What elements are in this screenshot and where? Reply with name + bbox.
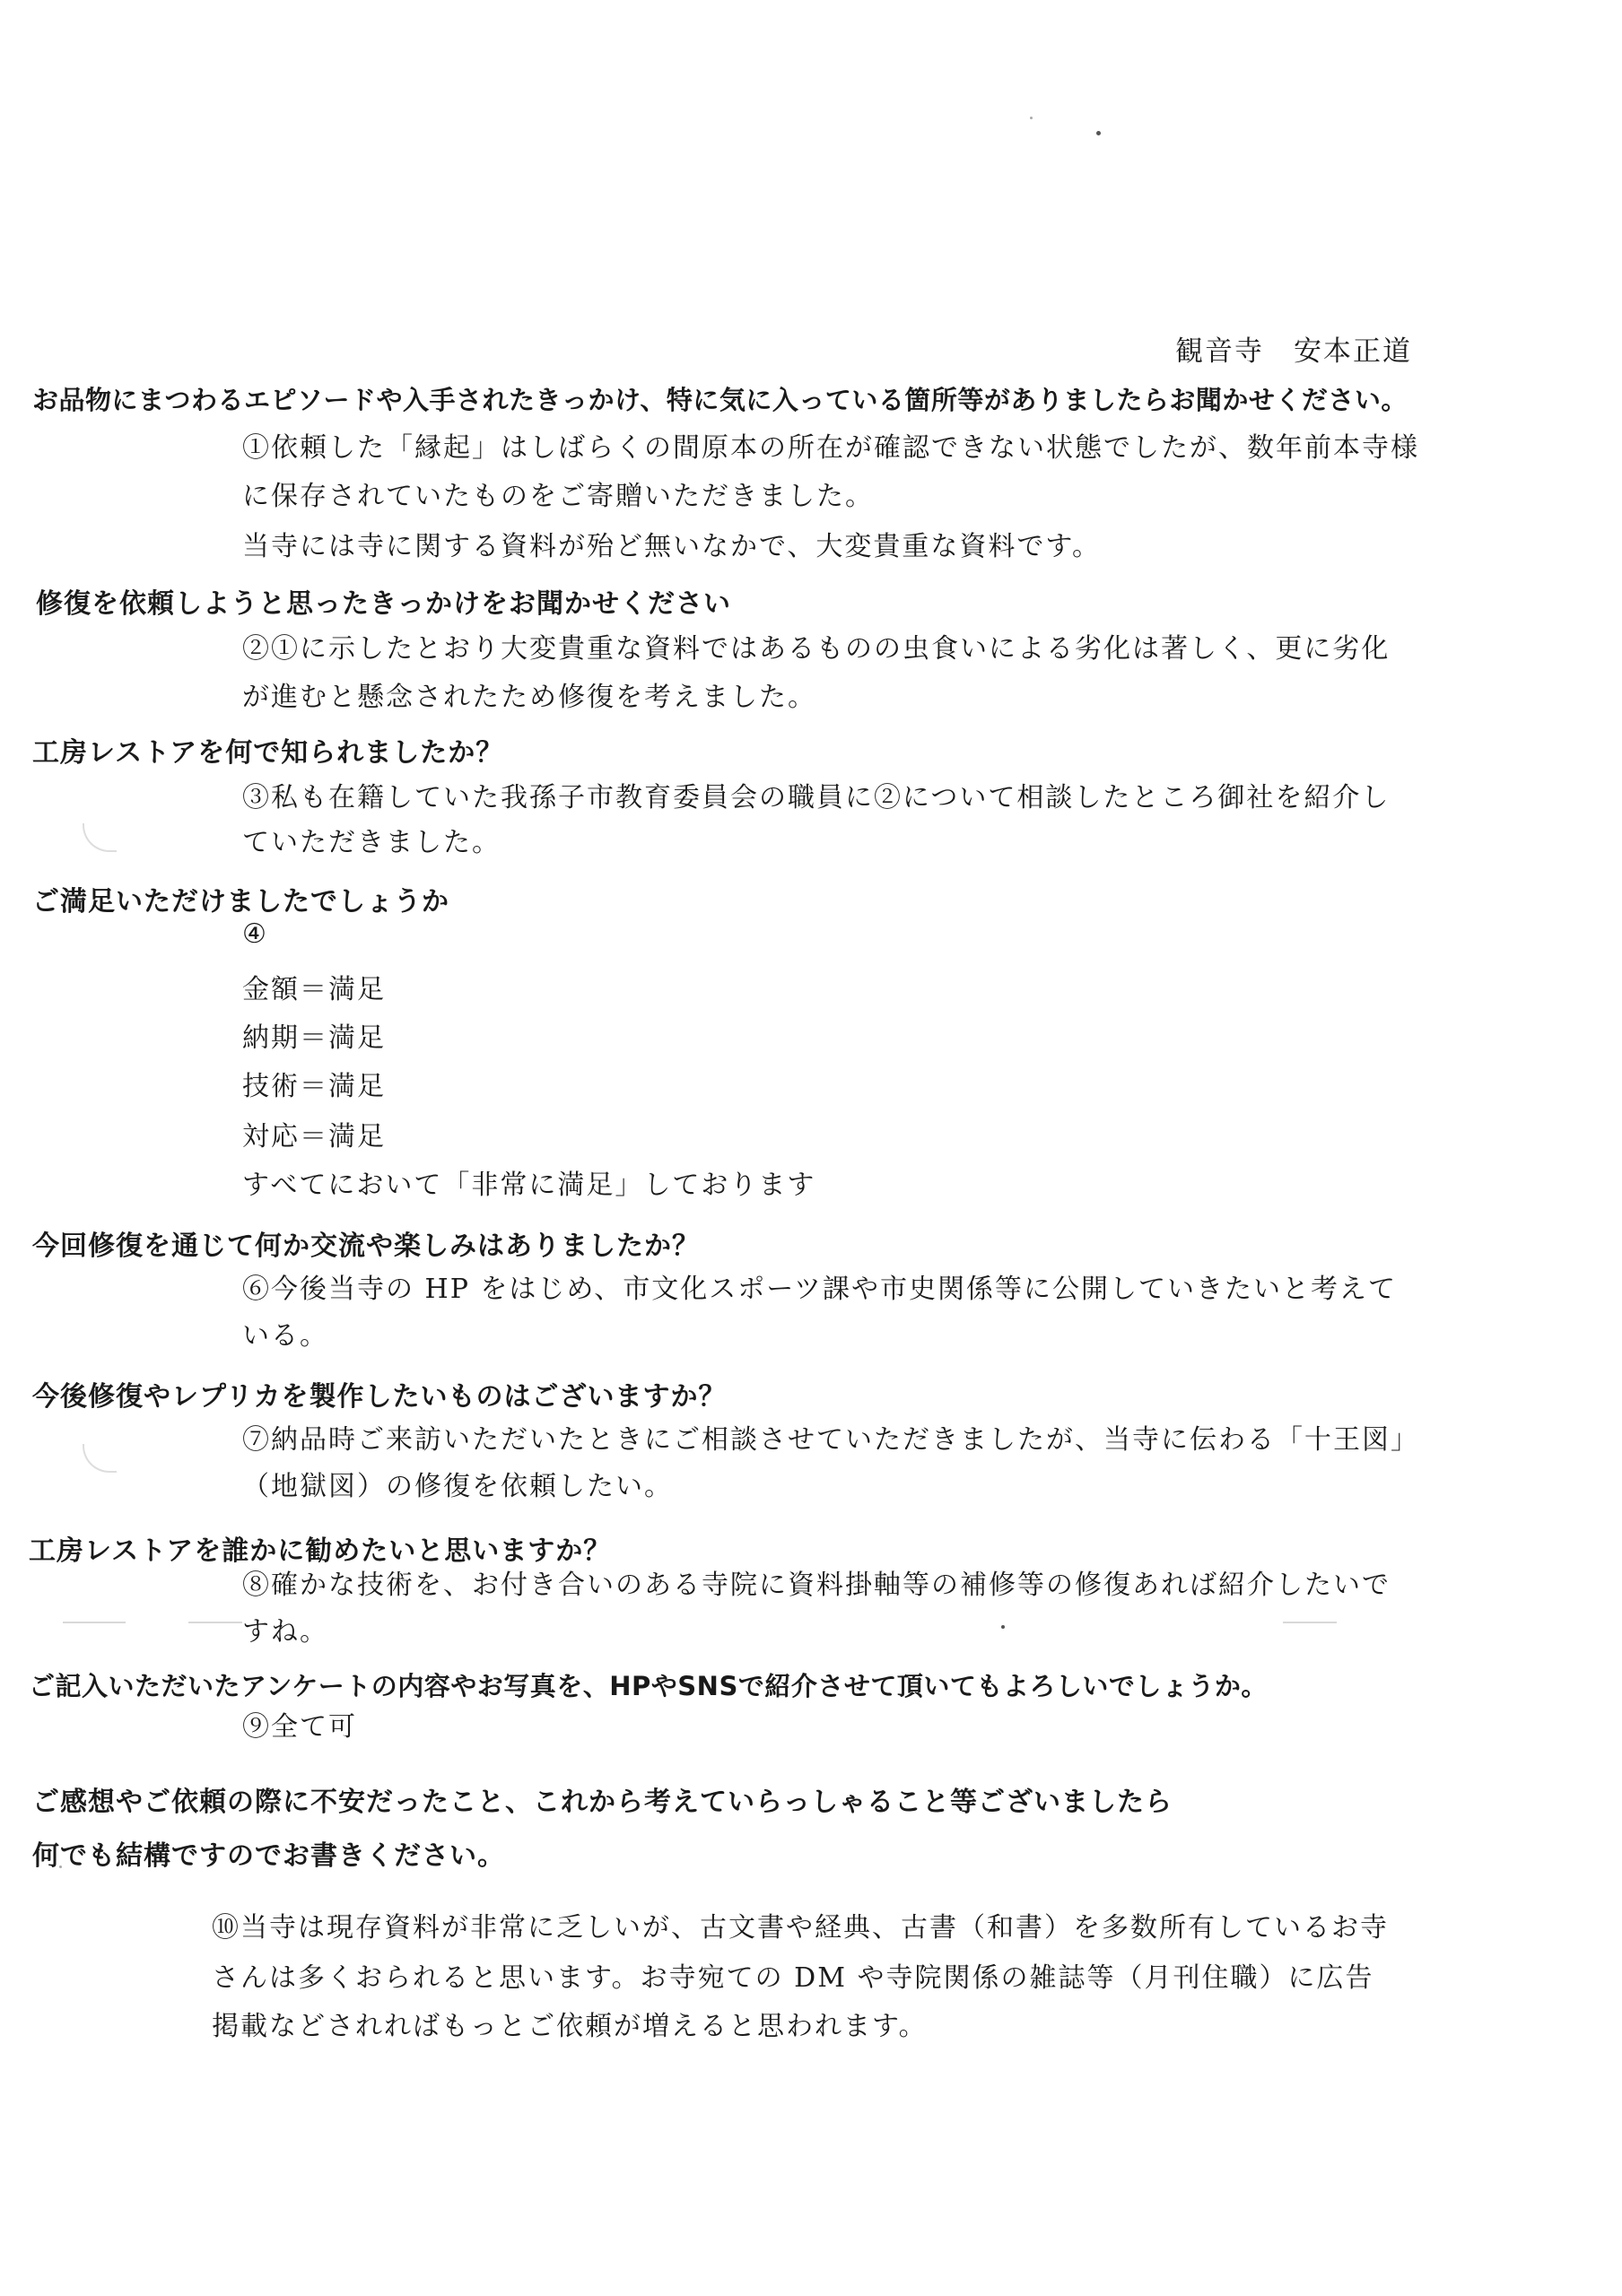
answer-4-number: ④ (242, 918, 268, 950)
answer-10-line-2: さんは多くおられると思います。お寺宛ての DM や寺院関係の雑誌等（月刊住職）に広告 (212, 1962, 1374, 1994)
scan-speck (1001, 1625, 1005, 1629)
answer-4-delivery: 納期＝満足 (242, 1022, 386, 1054)
answer-7-line-1: ⑦納品時ご来訪いただいたときにご相談させていただきましたが、当寺に伝わる「十王図」 (242, 1424, 1419, 1456)
answer-4-service: 対応＝満足 (242, 1121, 386, 1152)
answer-1-line-1: ①依頼した「縁起」はしばらくの間原本の所在が確認できない状態でしたが、数年前本寺様 (242, 432, 1419, 464)
answer-9: ⑨全て可 (242, 1711, 357, 1743)
author-name: 観音寺 安本正道 (1175, 335, 1412, 368)
answer-3-line-2: ていただきました。 (242, 827, 501, 858)
answer-1-line-3: 当寺には寺に関する資料が殆ど無いなかで、大変貴重な資料です。 (242, 531, 1101, 562)
answer-4-summary: すべてにおいて「非常に満足」しております (242, 1170, 816, 1201)
question-publish-permission: ご記入いただいたアンケートの内容やお写真を、HPやSNSで紹介させて頂いてもよろしいでしょうか。 (29, 1671, 1268, 1701)
answer-4-price: 金額＝満足 (242, 974, 386, 1005)
answer-2-line-2: が進むと懸念されたため修復を考えました。 (242, 682, 816, 713)
answer-1-line-2: に保存されていたものをご寄贈いただきました。 (242, 481, 874, 512)
answer-10-line-3: 掲載などされればもっとご依頼が増えると思われます。 (212, 2011, 928, 2042)
answer-3-line-1: ③私も在籍していた我孫子市教育委員会の職員に②について相談したところ御社を紹介し (242, 782, 1391, 813)
answer-2-line-1: ②①に示したとおり大変貴重な資料ではあるものの虫食いによる劣化は著しく、更に劣化 (242, 633, 1391, 665)
answer-7-line-2: （地獄図）の修復を依頼したい。 (242, 1471, 673, 1502)
answer-4-technique: 技術＝満足 (242, 1071, 386, 1102)
answer-6-line-2: いる。 (242, 1320, 328, 1352)
answer-10-line-1: ⑩当寺は現存資料が非常に乏しいが、古文書や経典、古書（和書）を多数所有しているお寺 (212, 1912, 1389, 1944)
scan-smudge (83, 1444, 117, 1473)
question-reason: 修復を依頼しようと思ったきっかけをお聞かせください (36, 588, 731, 620)
scan-speck (1096, 131, 1101, 135)
scan-mark (188, 1622, 242, 1623)
scan-mark (63, 1622, 126, 1623)
question-satisfaction: ご満足いただけましたでしょうか (32, 886, 449, 918)
scan-mark (1283, 1622, 1337, 1623)
question-episode: お品物にまつわるエピソードや入手されたきっかけ、特に気に入っている箇所等がありましたらお聞かせください。 (32, 385, 1408, 415)
answer-8-line-1: ⑧確かな技術を、お付き合いのある寺院に資料掛軸等の補修等の修復あれば紹介したいで (242, 1570, 1391, 1601)
question-how-found: 工房レストアを何で知られましたか？ (32, 737, 504, 769)
question-exchange: 今回修復を通じて何か交流や楽しみはありましたか？ (32, 1231, 700, 1262)
question-comments-line-1: ご感想やご依頼の際に不安だったこと、これから考えていらっしゃること等ございましたら (32, 1787, 1173, 1818)
question-recommend: 工房レストアを誰かに勧めたいと思いますか？ (29, 1535, 612, 1567)
scan-speck (1030, 117, 1033, 119)
scan-smudge (83, 823, 117, 852)
answer-6-line-1: ⑥今後当寺の HP をはじめ、市文化スポーツ課や市史関係等に公開していきたいと考えて (242, 1274, 1398, 1305)
question-comments-line-2: 何でも結構ですのでお書きください。 (32, 1840, 505, 1872)
question-future-restoration: 今後修復やレプリカを製作したいものはございますか？ (32, 1381, 727, 1413)
answer-8-line-2: すね。 (242, 1616, 328, 1648)
